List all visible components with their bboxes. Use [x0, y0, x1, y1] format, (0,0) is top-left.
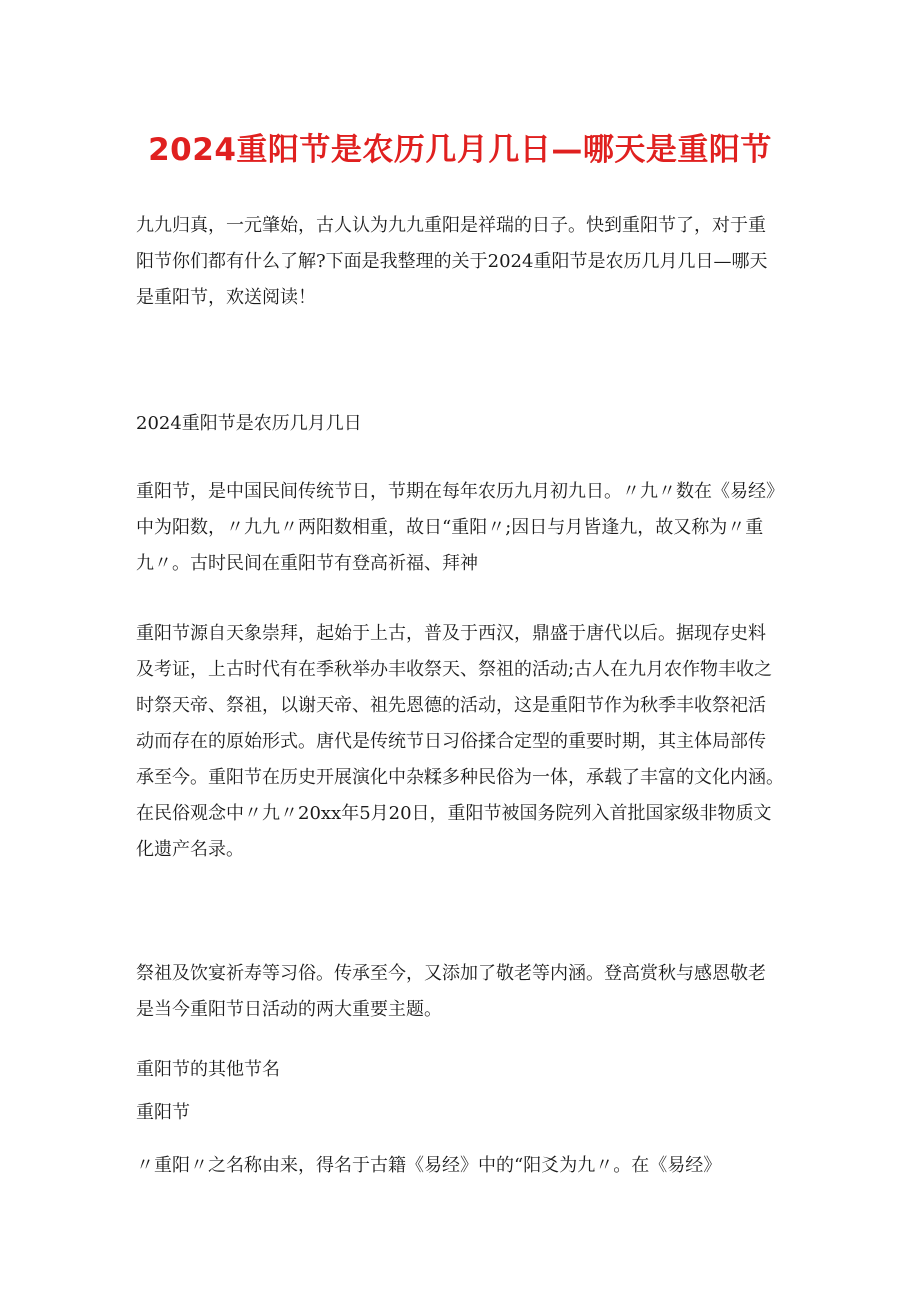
paragraph-line: 化遗产名录。: [136, 839, 244, 860]
paragraph-line: 承至今。重阳节在历史开展演化中杂糅多种民俗为一体，承载了丰富的文化内涵。: [136, 767, 784, 788]
paragraph-customs: [136, 956, 796, 1028]
paragraph-line: 时祭天帝、祭祖，以谢天帝、祖先恩德的活动，这是重阳节作为秋季丰收祭祀活: [136, 695, 766, 716]
paragraph-name-origin: [136, 1148, 796, 1184]
paragraph-definition: [136, 474, 796, 582]
paragraph-origin: [136, 616, 796, 868]
paragraph-line: 九〃。古时民间在重阳节有登高祈福、拜神: [136, 553, 478, 574]
paragraph-line: 在民俗观念中〃九〃20xx年5月20日，重阳节被国务院列入首批国家级非物质文: [136, 803, 772, 824]
paragraph-line: 动而存在的原始形式。唐代是传统节日习俗揉合定型的重要时期，其主体局部传: [136, 731, 766, 752]
subsection-heading: [136, 1095, 796, 1131]
intro-line: 九九归真，一元肇始，古人认为九九重阳是祥瑞的日子。快到重阳节了，对于重: [136, 215, 766, 236]
section-heading: [136, 1052, 796, 1088]
paragraph-line: 祭祖及饮宴祈寿等习俗。传承至今，又添加了敬老等内涵。登高赏秋与感恩敬老: [136, 963, 766, 984]
paragraph-line: 〃重阳〃之名称由来，得名于古籍《易经》中的“阳爻为九〃。在《易经》: [136, 1155, 722, 1176]
paragraph-line: 重阳节，是中国民间传统节日，节期在每年农历九月初九日。〃九〃数在《易经》: [136, 481, 784, 502]
document-title: 2024重阳节是农历几月几日—哪天是重阳节: [148, 132, 772, 168]
intro-paragraph: [136, 208, 796, 316]
intro-line: 阳节你们都有什么了解?下面是我整理的关于2024重阳节是农历几月几日—哪天: [136, 251, 768, 272]
section-heading: [136, 406, 796, 442]
section-heading-text: 重阳节的其他节名: [136, 1059, 280, 1080]
paragraph-line: 及考证，上古时代有在季秋举办丰收祭天、祭祖的活动;古人在九月农作物丰收之: [136, 659, 773, 680]
paragraph-line: 重阳节源自天象崇拜，起始于上古，普及于西汉，鼎盛于唐代以后。据现存史料: [136, 623, 766, 644]
intro-line: 是重阳节，欢送阅读！: [136, 287, 316, 308]
section-heading-text: 2024重阳节是农历几月几日: [136, 413, 362, 434]
paragraph-line: 中为阳数，〃九九〃两阳数相重，故日“重阳〃;因日与月皆逢九，故又称为〃重: [136, 517, 764, 538]
paragraph-line: 是当今重阳节日活动的两大重要主题。: [136, 999, 442, 1020]
subsection-heading-text: 重阳节: [136, 1102, 190, 1123]
